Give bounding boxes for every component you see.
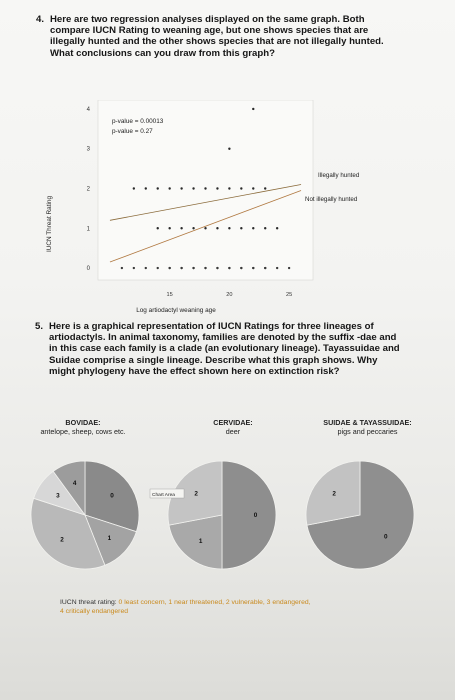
data-point bbox=[180, 187, 182, 189]
question-5-line: Suidae comprise a single lineage. Describe what this graph shows. Why bbox=[49, 354, 378, 366]
x-tick-label: 25 bbox=[285, 292, 293, 298]
question-5-line: artiodactyls. In animal taxonomy, families are denoted by the suffix -dae and bbox=[49, 332, 397, 344]
data-point bbox=[240, 267, 242, 269]
data-point bbox=[133, 187, 135, 189]
data-point bbox=[168, 227, 170, 229]
question-4 bbox=[36, 14, 430, 59]
data-point bbox=[180, 267, 182, 269]
pie-slice-label: 0 bbox=[110, 492, 114, 500]
pie-slice-label: 0 bbox=[253, 512, 258, 519]
legend-prefix: IUCN threat rating: bbox=[60, 599, 117, 606]
question-4-line: illegally hunted and the other shows species that are not illegally hunted. bbox=[50, 36, 384, 48]
regression-scatter-plot bbox=[18, 100, 418, 315]
family-common-name: antelope, sheep, cows etc. bbox=[40, 427, 126, 436]
pie-cervidae bbox=[168, 461, 276, 569]
data-point bbox=[168, 267, 170, 269]
question-4-line: compare IUCN Rating to weaning age, but one shows species that are bbox=[50, 25, 369, 37]
data-point bbox=[288, 267, 290, 269]
x-tick-label: 20 bbox=[226, 292, 233, 298]
data-point bbox=[252, 108, 254, 110]
x-tick-label: 15 bbox=[166, 292, 173, 298]
data-point bbox=[276, 227, 278, 229]
legend-illegally-hunted: Illegally hunted bbox=[318, 172, 360, 179]
data-point bbox=[133, 267, 135, 269]
data-point bbox=[252, 267, 254, 269]
question-4-line: Here are two regression analyses displayed on the same graph. Both bbox=[50, 14, 365, 25]
data-point bbox=[228, 227, 230, 229]
y-tick-label: 2 bbox=[86, 186, 90, 193]
data-point bbox=[264, 227, 266, 229]
pie-slice-label: 2 bbox=[332, 490, 336, 498]
question-5-line: might phylogeny have the effect shown here on extinction risk? bbox=[49, 365, 340, 377]
question-5 bbox=[35, 321, 435, 377]
data-point bbox=[252, 187, 254, 189]
family-name: SUIDAE & TAYASSUIDAE: bbox=[323, 418, 412, 427]
data-point bbox=[145, 267, 147, 269]
data-point bbox=[240, 227, 242, 229]
y-tick-label: 0 bbox=[86, 266, 90, 273]
family-name: CERVIDAE: bbox=[213, 418, 253, 427]
y-tick-label: 1 bbox=[86, 226, 90, 233]
family-name: BOVIDAE: bbox=[65, 418, 101, 427]
data-point bbox=[192, 267, 194, 269]
data-point bbox=[240, 187, 242, 189]
data-point bbox=[204, 227, 206, 229]
question-5-number: 5. bbox=[35, 321, 44, 332]
y-axis-label: IUCN Threat Rating bbox=[46, 196, 53, 252]
family-label-bovidae bbox=[18, 418, 148, 436]
pie-slice-label: 4 bbox=[72, 480, 77, 488]
pie-slice-label: 2 bbox=[60, 536, 64, 544]
data-point bbox=[145, 187, 147, 189]
data-point bbox=[228, 187, 230, 189]
pvalue-2-label: p-value = 0.27 bbox=[112, 128, 153, 135]
data-point bbox=[192, 187, 194, 189]
data-point bbox=[180, 227, 182, 229]
legend-not-illegally-hunted: Not illegally hunted bbox=[305, 196, 358, 203]
data-point bbox=[168, 187, 170, 189]
data-point bbox=[204, 267, 206, 269]
data-point bbox=[121, 267, 123, 269]
family-common-name: deer bbox=[225, 427, 241, 436]
question-4-number: 4. bbox=[36, 14, 45, 25]
data-point bbox=[157, 267, 159, 269]
plot-area bbox=[98, 100, 313, 280]
data-point bbox=[192, 227, 194, 229]
data-point bbox=[264, 187, 266, 189]
iucn-pie-charts bbox=[0, 440, 455, 590]
data-point bbox=[264, 267, 266, 269]
legend-categories-continued: 4 critically endangered bbox=[60, 608, 129, 615]
data-point bbox=[216, 187, 218, 189]
question-5-line: Here is a graphical representation of IUCN Ratings for three lineages of bbox=[49, 321, 374, 332]
pvalue-1-label: p-value = 0.00013 bbox=[112, 118, 164, 125]
data-point bbox=[228, 148, 230, 150]
pie-bovidae bbox=[31, 461, 139, 569]
question-5-line: in this case each family is a clade (an evolutionary lineage). Tayassuidae and bbox=[49, 343, 400, 355]
data-point bbox=[157, 187, 159, 189]
family-common-name: pigs and peccaries bbox=[337, 427, 398, 436]
y-tick-label: 4 bbox=[86, 106, 90, 113]
chart-area-tooltip-text: Chart Area bbox=[152, 493, 175, 498]
data-point bbox=[216, 227, 218, 229]
family-label-suidae-tayassuidae bbox=[300, 418, 435, 436]
data-point bbox=[204, 187, 206, 189]
data-point bbox=[276, 267, 278, 269]
pie-slice-label: 1 bbox=[198, 537, 203, 545]
data-point bbox=[157, 227, 159, 229]
data-point bbox=[252, 227, 254, 229]
family-label-cervidae bbox=[178, 418, 288, 436]
data-point bbox=[228, 267, 230, 269]
data-point bbox=[216, 267, 218, 269]
legend-categories: 0 least concern, 1 near threatened, 2 vulnerable, 3 endangered, bbox=[116, 599, 311, 606]
y-tick-label: 3 bbox=[86, 146, 90, 153]
question-4-line: What conclusions can you draw from this graph? bbox=[50, 47, 275, 59]
pie-slice-label: 0 bbox=[384, 533, 388, 541]
pie-suidae-tayassuidae bbox=[306, 461, 414, 569]
iucn-threat-legend bbox=[60, 598, 420, 616]
x-axis-label: Log artiodactyl weaning age bbox=[136, 307, 216, 314]
pie-slice bbox=[222, 461, 276, 569]
pie-slice-label: 2 bbox=[194, 490, 198, 498]
pie-slice-label: 1 bbox=[107, 534, 112, 542]
pie-slice-label: 3 bbox=[56, 492, 60, 500]
